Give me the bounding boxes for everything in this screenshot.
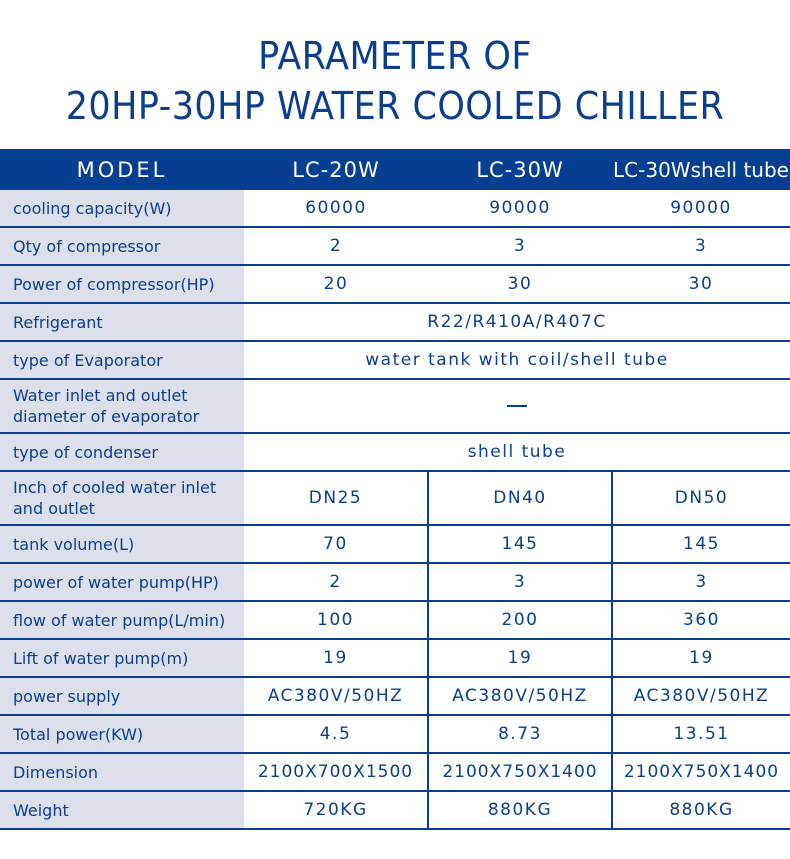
- row-label-line-1: Water inlet and outlet: [13, 386, 188, 405]
- cell-value: 880KG: [428, 791, 612, 829]
- cell-value: 4.5: [244, 715, 428, 753]
- cell-value: 720KG: [244, 791, 428, 829]
- cell-value: AC380V/50HZ: [612, 677, 790, 715]
- table-row: [0, 341, 790, 379]
- cell-value: 20: [244, 265, 428, 303]
- row-label: Dimension: [0, 753, 244, 791]
- table-row: [0, 791, 790, 829]
- header-lc-20w: LC-20W: [244, 149, 428, 190]
- cell-value: 8.73: [428, 715, 612, 753]
- row-label: type of condenser: [0, 433, 244, 471]
- table-header-row: [0, 149, 790, 190]
- row-label: power of water pump(HP): [0, 563, 244, 601]
- cell-value: 2100X750X1400: [428, 753, 612, 791]
- cell-value: AC380V/50HZ: [428, 677, 612, 715]
- cell-merged-value: shell tube: [244, 433, 790, 471]
- cell-value: 2100X700X1500: [244, 753, 428, 791]
- cell-value: 19: [244, 639, 428, 677]
- dash-icon: [507, 405, 527, 407]
- cell-value: 90000: [612, 190, 790, 227]
- cell-value: 3: [612, 563, 790, 601]
- cell-merged-value: water tank with coil/shell tube: [244, 341, 790, 379]
- cell-value: 200: [428, 601, 612, 639]
- header-model: MODEL: [0, 149, 244, 190]
- cell-value: 100: [244, 601, 428, 639]
- row-label: Weight: [0, 791, 244, 829]
- table-row: [0, 563, 790, 601]
- table-row: [0, 715, 790, 753]
- cell-value: 145: [428, 525, 612, 563]
- cell-value: DN50: [612, 471, 790, 525]
- table-row: [0, 525, 790, 563]
- cell-value: 360: [612, 601, 790, 639]
- row-label: [0, 379, 244, 433]
- row-label: Lift of water pump(m): [0, 639, 244, 677]
- row-label: Total power(KW): [0, 715, 244, 753]
- cell-value: 3: [428, 227, 612, 265]
- page-title-line-2: 20HP-30HP WATER COOLED CHILLER: [65, 84, 725, 128]
- row-label: Power of compressor(HP): [0, 265, 244, 303]
- cell-value: AC380V/50HZ: [244, 677, 428, 715]
- cell-value: 2: [244, 227, 428, 265]
- row-label: type of Evaporator: [0, 341, 244, 379]
- cell-value: 3: [428, 563, 612, 601]
- table-row: [0, 190, 790, 227]
- cell-value: 90000: [428, 190, 612, 227]
- cell-value: 3: [612, 227, 790, 265]
- table-row: [0, 227, 790, 265]
- cell-value: 30: [612, 265, 790, 303]
- cell-value: 13.51: [612, 715, 790, 753]
- row-label-line-2: and outlet: [13, 499, 95, 518]
- table-row: [0, 379, 790, 433]
- parameter-table: [0, 149, 790, 830]
- table-row: [0, 677, 790, 715]
- cell-value: 19: [428, 639, 612, 677]
- row-label: [0, 471, 244, 525]
- page-title-line-1: PARAMETER OF: [258, 34, 532, 78]
- row-label: tank volume(L): [0, 525, 244, 563]
- table-row: [0, 639, 790, 677]
- row-label: power supply: [0, 677, 244, 715]
- row-label-line-1: Inch of cooled water inlet: [13, 478, 217, 497]
- cell-value: 2: [244, 563, 428, 601]
- row-label-line-2: diameter of evaporator: [13, 407, 200, 426]
- cell-value: DN25: [244, 471, 428, 525]
- cell-value: 30: [428, 265, 612, 303]
- cell-merged-value: R22/R410A/R407C: [244, 303, 790, 341]
- row-label: cooling capacity(W): [0, 190, 244, 227]
- row-label: Qty of compressor: [0, 227, 244, 265]
- cell-value: 145: [612, 525, 790, 563]
- table-row: [0, 601, 790, 639]
- cell-value: 880KG: [612, 791, 790, 829]
- cell-value: 70: [244, 525, 428, 563]
- table-row: [0, 471, 790, 525]
- cell-value: 60000: [244, 190, 428, 227]
- row-label: Refrigerant: [0, 303, 244, 341]
- table-row: [0, 753, 790, 791]
- cell-value: DN40: [428, 471, 612, 525]
- row-label: flow of water pump(L/min): [0, 601, 244, 639]
- cell-merged-value-dash: [244, 379, 790, 433]
- header-lc-30w-shell-tube: LC-30Wshell tube: [612, 149, 790, 190]
- header-lc-30w: LC-30W: [428, 149, 612, 190]
- table-row: [0, 303, 790, 341]
- table-row: [0, 265, 790, 303]
- cell-value: 19: [612, 639, 790, 677]
- table-row: [0, 433, 790, 471]
- cell-value: 2100X750X1400: [612, 753, 790, 791]
